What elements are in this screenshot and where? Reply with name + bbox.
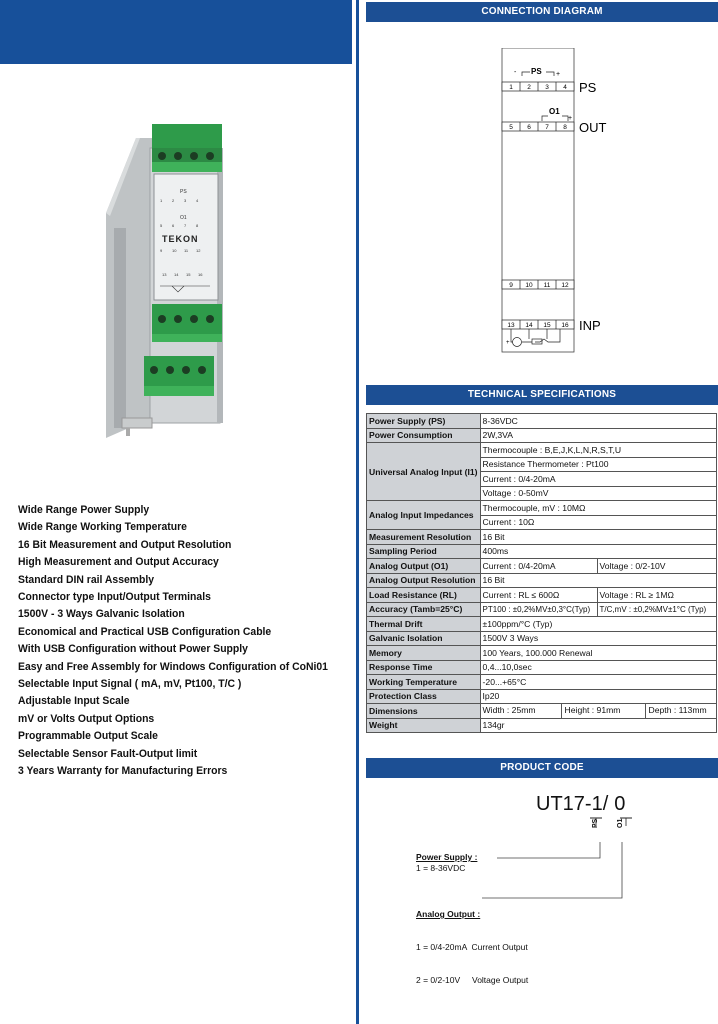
feature-item: Programmable Output Scale [18, 730, 158, 743]
table-row [367, 428, 717, 443]
code-ps: 1 [591, 793, 603, 815]
spec-label: Analog Output Resolution [367, 573, 481, 588]
device-pin: 5 [160, 223, 163, 228]
device-pin: 9 [160, 248, 163, 253]
connection-diagram [500, 48, 620, 356]
spec-label: Response Time [367, 660, 481, 675]
tech-specs-header [366, 385, 718, 405]
diagram-pin: 9 [509, 282, 513, 289]
diagram-pin: 3 [545, 84, 549, 91]
spec-label: Working Temperature [367, 675, 481, 690]
spec-value: 400ms [480, 544, 716, 559]
spec-value: Resistance Thermometer : Pt100 [480, 457, 716, 472]
spec-value: 16 Bit [480, 530, 716, 545]
feature-item: 16 Bit Measurement and Output Resolution [18, 538, 232, 551]
spec-value: 134gr [480, 718, 716, 733]
device-pin: 13 [162, 272, 167, 277]
feature-item: Economical and Practical USB Configuration Cable [18, 625, 272, 638]
svg-text:+: + [506, 340, 510, 346]
feature-item: Wide Range Working Temperature [18, 521, 187, 534]
spec-value: Current : 0/4-20mA [480, 559, 597, 574]
spec-value: -20...+65°C [480, 675, 716, 690]
power-supply-section [416, 852, 477, 874]
code-separator: / [602, 793, 609, 815]
diagram-pin: 12 [561, 282, 569, 289]
spec-value: PT100 : ±0,2%MV±0,3°C(Typ) [480, 602, 597, 617]
device-o1-label: O1 [180, 215, 187, 221]
spec-value: ±100ppm/°C (Typ) [480, 617, 716, 632]
table-row [367, 530, 717, 545]
table-row [367, 544, 717, 559]
diagram-pin: 11 [543, 282, 551, 289]
spec-label: Power Supply (PS) [367, 414, 481, 429]
code-tag-o1: O1 [617, 818, 624, 828]
diagram-pin: 7 [545, 124, 549, 131]
device-pin: 7 [184, 223, 187, 228]
column-divider [356, 0, 359, 1024]
connection-diagram-header [366, 2, 718, 22]
spec-label: Power Consumption [367, 428, 481, 443]
spec-value: Depth : 113mm [648, 705, 707, 715]
feature-item: Selectable Sensor Fault-Output limit [18, 747, 198, 760]
spec-label: Dimensions [367, 704, 481, 719]
spec-value: 16 Bit [480, 573, 716, 588]
device-pin: 3 [184, 198, 187, 203]
feature-item: High Measurement and Output Accuracy [18, 556, 219, 569]
table-row [367, 718, 717, 733]
table-row [367, 588, 717, 603]
diagram-pin: 2 [527, 84, 531, 91]
table-row [367, 617, 717, 632]
din-clip [122, 418, 152, 428]
device-brand-logo: TEKON [162, 234, 199, 244]
spec-value: T/C,mV : ±0,2%MV±1°C (Typ) [597, 602, 716, 617]
spec-label: Galvanic Isolation [367, 631, 481, 646]
table-row [367, 501, 717, 516]
spec-value: 0,4...10,0sec [480, 660, 716, 675]
device-pin: 16 [198, 272, 203, 277]
terminal-block-top [152, 124, 222, 150]
diagram-pin: 1 [509, 84, 513, 91]
device-pin: 12 [196, 248, 201, 253]
spec-value: 8-36VDC [480, 414, 716, 429]
analog-output-section [416, 887, 528, 997]
svg-text:-: - [514, 69, 517, 76]
table-row [367, 559, 717, 574]
feature-item: Selectable Input Signal ( mA, mV, Pt100, T/C ) [18, 678, 242, 691]
table-row [367, 704, 717, 719]
device-pin: 15 [186, 272, 191, 277]
diagram-pin: 10 [525, 282, 533, 289]
table-row [367, 602, 717, 617]
device-pin: 6 [172, 223, 175, 228]
feature-item: Standard DIN rail Assembly [18, 573, 155, 586]
code-tag-ps: PS [592, 818, 599, 828]
analog-output-option: 2 = 0/2-10V Voltage Output [416, 975, 529, 985]
feature-list [18, 502, 351, 781]
spec-value: Voltage : 0/2-10V [597, 559, 716, 574]
table-row [367, 414, 717, 429]
table-row [367, 660, 717, 675]
diagram-row-label-ps: PS [579, 80, 597, 95]
diagram-ps-label: PS [531, 67, 542, 76]
left-header-bar [0, 0, 352, 64]
feature-item: 3 Years Warranty for Manufacturing Errors [18, 765, 228, 778]
feature-item: Connector type Input/Output Terminals [18, 591, 211, 604]
diagram-o1-label: O1 [549, 107, 560, 116]
connection-diagram-title: CONNECTION DIAGRAM [481, 6, 603, 17]
diagram-pin: 15 [543, 322, 551, 329]
analog-output-label: Analog Output : [416, 909, 481, 919]
svg-text:+: + [556, 71, 561, 78]
diagram-pin: 5 [509, 124, 513, 131]
feature-item: Easy and Free Assembly for Windows Configuration of CoNi01 [18, 660, 328, 673]
device-photo [100, 118, 260, 443]
spec-value: Current : 0/4-20mA [480, 472, 716, 487]
diagram-row-label-out: OUT [579, 120, 607, 135]
device-pin: 2 [172, 198, 175, 203]
device-ps-label: PS [180, 189, 187, 195]
spec-value: Current : RL ≤ 600Ω [480, 588, 597, 603]
spec-label: Sampling Period [367, 544, 481, 559]
feature-item: 1500V - 3 Ways Galvanic Isolation [18, 608, 185, 621]
spec-label: Weight [367, 718, 481, 733]
spec-label: Load Resistance (RL) [367, 588, 481, 603]
spec-label: Accuracy (Tamb=25°C) [367, 602, 481, 617]
spec-label: Measurement Resolution [367, 530, 481, 545]
diagram-pin: 8 [563, 124, 567, 131]
product-code-title: PRODUCT CODE [500, 762, 584, 773]
spec-label: Memory [367, 646, 481, 661]
spec-value: 1500V 3 Ways [480, 631, 716, 646]
spec-value: Voltage : RL ≥ 1MΩ [597, 588, 716, 603]
feature-item: Adjustable Input Scale [18, 695, 130, 708]
diagram-pin: 6 [527, 124, 531, 131]
diagram-pin: 13 [507, 322, 515, 329]
spec-table [366, 413, 717, 733]
spec-value: Width : 25mm [481, 704, 562, 718]
feature-item: Wide Range Power Supply [18, 504, 150, 516]
spec-value-group [480, 704, 716, 719]
spec-value: 100 Years, 100.000 Renewal [480, 646, 716, 661]
spec-value: Thermocouple, mV : 10MΩ [480, 501, 716, 516]
diagram-pin: 4 [563, 84, 567, 91]
spec-label: Analog Output (O1) [367, 559, 481, 574]
table-row [367, 443, 717, 458]
table-row [367, 689, 717, 704]
table-row [367, 573, 717, 588]
diagram-pin: 16 [561, 322, 569, 329]
power-supply-label: Power Supply : [416, 852, 478, 862]
device-pin: 8 [196, 223, 199, 228]
code-prefix: UT17- [536, 793, 592, 815]
tech-specs-title: TECHNICAL SPECIFICATIONS [467, 389, 617, 400]
device-pin: 4 [196, 198, 199, 203]
feature-item: mV or Volts Output Options [18, 712, 155, 725]
spec-label: Universal Analog Input (I1) [367, 443, 481, 501]
feature-item: With USB Configuration without Power Supply [18, 643, 248, 656]
product-code-header [366, 758, 718, 778]
spec-value: Ip20 [480, 689, 716, 704]
spec-value: Current : 10Ω [480, 515, 716, 530]
analog-output-option: 1 = 0/4-20mA Current Output [416, 942, 528, 952]
power-supply-option: 1 = 8-36VDC [416, 863, 466, 873]
spec-value: Voltage : 0-50mV [480, 486, 716, 501]
device-pin: 11 [184, 248, 189, 253]
sensor-symbol [511, 329, 560, 347]
diagram-row-label-inp: INP [579, 318, 601, 333]
spec-value: 2W,3VA [480, 428, 716, 443]
diagram-pin: 14 [525, 322, 533, 329]
table-row [367, 631, 717, 646]
spec-label: Analog Input Impedances [367, 501, 481, 530]
device-pin: 14 [174, 272, 179, 277]
table-row [367, 646, 717, 661]
code-o1: 0 [614, 793, 626, 815]
device-pin: 1 [160, 198, 163, 203]
svg-text:+: + [568, 115, 573, 122]
spec-label: Protection Class [367, 689, 481, 704]
device-pin: 10 [172, 248, 177, 253]
product-code-string [536, 793, 625, 816]
spec-value: Thermocouple : B,E,J,K,L,N,R,S,T,U [480, 443, 716, 458]
table-row [367, 675, 717, 690]
spec-value: Height : 91mm [562, 704, 646, 718]
spec-label: Thermal Drift [367, 617, 481, 632]
